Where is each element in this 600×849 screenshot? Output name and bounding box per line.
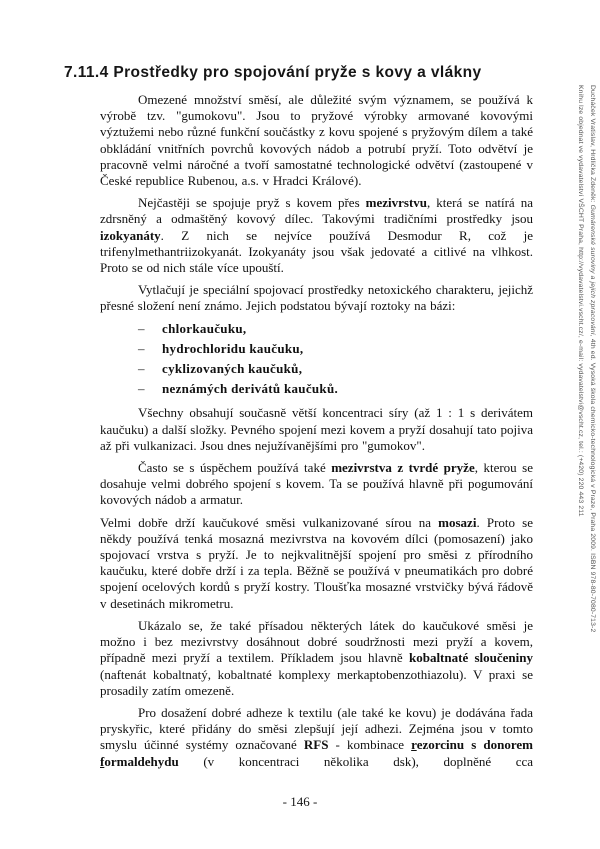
text-segment: Všechny obsahují současně větší koncentraci síry (až 1 : 1 s derivátem kaučuku) a další složky. Pevného spojení mezi kovem a pryží dosahují tato pojiva až při vulkanizaci. Jsou dnes nejužívanějšími pro "gumokov". [100, 405, 533, 453]
sidebar-citation [574, 85, 598, 845]
paragraph [100, 405, 533, 454]
paragraph [100, 92, 533, 189]
section-heading: 7.11.4 Prostředky pro spojování pryže s kovy a vlákny [64, 64, 482, 81]
paragraph [100, 705, 533, 770]
page-number: - 146 - [282, 794, 318, 809]
bullet-list [100, 321, 533, 398]
list-item-label: hydrochloridu kaučuku, [162, 340, 304, 356]
paragraph [100, 515, 533, 612]
bullet-dash-icon: – [138, 361, 145, 377]
bullet-dash-icon: – [138, 320, 145, 336]
text-segment: Ukázalo se, že také přísadou některých látek do kaučukové směsi je možno i bez mezivrstvy dosáhnout dobré soudržnosti mezi pryží a kovem, případně mezi pryží a textilem. Příkladem jsou hlavně [100, 617, 533, 666]
list-item [100, 381, 533, 397]
text-segment: izokyanáty [100, 227, 161, 243]
list-item-label: chlorkaučuku, [162, 320, 247, 336]
paragraph [100, 460, 533, 509]
text-segment: s donorem [471, 737, 533, 753]
text-segment: (naftenát kobaltnatý, kobaltnaté komplexy merkaptobenzothiazolu). V praxi se prosadily zatím omezeně. [100, 666, 533, 698]
text-segment: mosazi [438, 514, 477, 530]
bullet-dash-icon: – [138, 381, 145, 397]
text-segment: mezivrstvu [365, 195, 428, 211]
citation-authors: Ducháček Vratislav, Hrdlička Zdeněk: [589, 85, 596, 205]
text-segment: , která se natírá na zdrsněný a odmaštěný kovový dílec. Takovými tradičními prostředky jsou [100, 195, 533, 227]
text-segment: Často se s úspěchem používá také [138, 460, 332, 476]
list-item-label: cyklizovaných kaučuků, [162, 361, 303, 377]
list-item-label: neznámých derivátů kaučuků. [162, 381, 339, 397]
order-info-line: Knihu lze objednat ve vydavatelství VŠCHT Praha, http://vydavatelstvi.vscht.cz/, e-mail: vydavatelstvi@vscht.cz, tel.: (+420) 220 443 211 [577, 85, 584, 517]
text-segment: , kterou se dosahuje velmi dobrého spojení s kovem. Ta se používá hlavně při pogumování kovových nádob a armatur. [100, 460, 533, 508]
text-segment: - kombinace [328, 737, 412, 753]
list-item [100, 361, 533, 377]
paragraph [100, 282, 533, 314]
paragraph [100, 618, 533, 699]
text-segment: kobaltnaté sloučeniny [408, 650, 533, 666]
text-segment: . Proto se někdy používá tenká mosazná mezivrstva na kovovém dílci (pomosazení) jako spojovací vrstva s pryží. Je to nejkvalitnější spojení pro směsi z přírodního kaučuku, které dobře drží i za tepla. Běžně se používá v pneumatikách pro dobré spojení ocelových kordů s pryží kostry. Tloušťka mosazné vrstvičky bývá řádově v desetinách mikrometru. [100, 514, 534, 611]
text-segment: Omezené množství směsí, ale důležité svým významem, se používá k výrobě tzv. "gumokovu". Jsou to pryžové výrobky armované kovovými výztužemi nebo různé funkční součástky z kovu spojené s pryžovým dílem a také obkládání vnitřních povrchů kovových nádob a potrubí pryží. Toto odvětví je pracovně velmi náročné a tvoří samostatné technologické odvětví (zastoupené v České republice Rubenou, a.s. v Hradci Králové). [100, 92, 533, 189]
text-segment: . Z nich se nejvíce používá Desmodur R, což je trifenylmethantriizokyanát. Izokyanáty jsou však jedovaté a citlivé na vlhkost. Proto se od nich stále více upouští. [100, 227, 533, 276]
text-segment: Nejčastěji se spojuje pryž s kovem přes [138, 195, 366, 211]
list-item [100, 321, 533, 337]
citation-line [586, 85, 598, 845]
paragraph [100, 195, 533, 276]
text-segment: f [100, 753, 105, 769]
citation-rest: , 4th ed. Vysoká škola chemicko-technologická v Praze, Praha 2009. ISBN 978-80-7080-713-2 [589, 334, 596, 633]
citation-book-title: Gumárenské suroviny a jejich zpracování [589, 204, 596, 335]
paragraphs [100, 92, 533, 776]
text-segment: r [411, 737, 417, 753]
text-segment: (v koncentraci několika dsk), doplněné cca [178, 753, 533, 769]
text-segment: ezorcinu [416, 737, 465, 753]
text-segment: mezivrstva z tvrdé pryže [331, 460, 475, 476]
text-segment: RFS [303, 737, 329, 753]
list-item [100, 341, 533, 357]
text-segment: Velmi dobře drží kaučukové směsi vulkanizované sírou na [100, 514, 439, 530]
bullet-dash-icon: – [138, 340, 145, 356]
text-segment: Pro dosažení dobré adheze k textilu (ale také ke kovu) je dodávána řada pryskyřic, které přidány do směsi zlepšují její adhezi. Zejména jsou v tomto smyslu účinné systémy označované [100, 704, 533, 753]
text-segment: Vytlačují je speciální spojovací prostředky netoxického charakteru, jejichž přesné složení není známo. Jejich podstatou bývají roztoky na bázi: [100, 282, 533, 314]
text-segment: ormaldehydu [104, 753, 179, 769]
